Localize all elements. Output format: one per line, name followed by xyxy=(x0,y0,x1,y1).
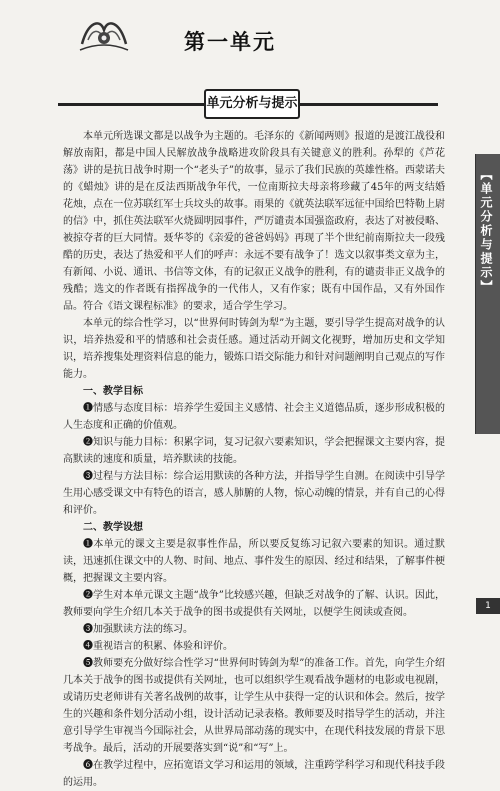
goal-item-1: ❶情感与态度目标：培养学生爱国主义感情、社会主义道德品质，逐步形成积极的人生态度和正确的价值观。 xyxy=(63,403,445,431)
plan-item-4: ❹重视语言的积累、体验和评价。 xyxy=(83,641,233,652)
section-header-band xyxy=(58,88,438,118)
article-body xyxy=(63,128,445,791)
section-heading-goals: 一、教学目标 xyxy=(83,386,143,397)
goal-item-3: ❸过程与方法目标：综合运用默读的各种方法，并指导学生自测。在阅读中引导学生用心感受课文中有特色的语言，感人肺腑的人物，惊心动魄的情景，并有自己的心得和评价。 xyxy=(63,471,445,516)
intro-paragraph-1: 本单元所选课文都是以战争为主题的。毛泽东的《新闻两则》报道的是渡江战役和解放南阳，都是中国人民解放战争战略进攻阶段具有关键意义的胜利。孙犁的《芦花荡》讲的是抗日战争时期一个“老头子”的故事，显示了我们民族的英雄性格。西蒙诺夫的《蜡烛》讲的是在反法西斯战争年代，一位南斯拉夫母亲将珍藏了45年的两支结婚花烛，点在一位苏联红军士兵坟头的故事。雨果的《就英法联军远征中国给巴特勒上尉的信》中，抓住英法联军火烧圆明园事件，严厉谴责本国强盗政府，表达了对被侵略、被掠夺者的巨大同情。聂华苓的《亲爱的爸爸妈妈》再现了半个世纪前南斯拉夫一段残酷的历史，表达了热爱和平人们的呼声：永远不要有战争了！选文以叙事类文章为主，有新闻、小说、通讯、书信等文体，有的记叙正义战争的胜利，有的谴责非正义战争的残酷；选文的作者既有指挥战争的一代伟人，又有作家；既有中国作品，又有外国作品。符合《语文课程标准》的要求，适合学生学习。 xyxy=(63,131,445,312)
page-number: 1 xyxy=(476,598,500,614)
plan-item-5: ❺教师要充分做好综合性学习“世界何时铸剑为犁”的准备工作。首先，向学生介绍几本关于战争的图书或提供有关网址，也可以组织学生观看战争题材的电影或电视剧，或请历史老师讲有关著名战例的故事，让学生从中获得一定的认识和体会。然后，按学生的兴趣和条件划分活动小组，设计活动记录表格。教师要及时指导学生的活动，并注意引导学生审视当今国际社会，从世界局部动荡的现实中，在现代科技发展的背景下思考战争。最后，活动的开展要落实到“说”和“写”上。 xyxy=(63,658,445,754)
intro-paragraph-2: 本单元的综合性学习，以“世界何时铸剑为犁”为主题，要引导学生提高对战争的认识，培养热爱和平的情感和社会责任感。通过活动开阔文化视野，增加历史和文学知识，培养搜集处理资料信息的能力，锻炼口语交际能力和针对问题阐明自己观点的写作能力。 xyxy=(63,318,445,380)
unit-title: 第一单元 xyxy=(184,30,276,54)
section-title: 单元分析与提示 xyxy=(204,89,300,119)
goal-item-2: ❷知识与能力目标：积累字词，复习记叙六要素知识，学会把握课文主要内容，提高默读的速度和质量，培养默读的技能。 xyxy=(63,437,445,465)
side-chapter-tab-label: 【单元分析与提示】 xyxy=(479,168,493,294)
plan-item-2: ❷学生对本单元课文主题“战争”比较感兴趣，但缺乏对战争的了解、认识。因此，教师要向学生介绍几本关于战争的图书或提供有关网址，以便学生阅读或查阅。 xyxy=(63,590,445,618)
plan-item-6: ❻在教学过程中，应拓宽语文学习和运用的领域，注重跨学科学习和现代科技手段的运用。 xyxy=(63,760,445,788)
plan-item-1: ❶本单元的课文主要是叙事性作品，所以要反复练习记叙六要素的知识。通过默读，迅速抓住课文中的人物、时间、地点、事件发生的原因、经过和结果，了解事件梗概，把握课文主要内容。 xyxy=(63,539,445,584)
plan-item-3: ❸加强默读方法的练习。 xyxy=(83,624,193,635)
section-heading-plans: 二、教学设想 xyxy=(83,522,143,533)
